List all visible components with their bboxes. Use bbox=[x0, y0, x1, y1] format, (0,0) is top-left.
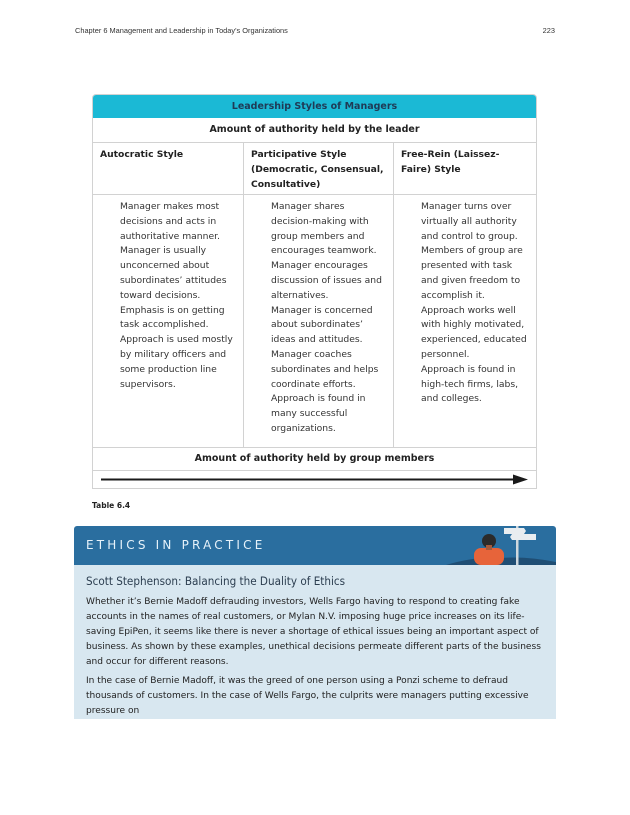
autocratic-column bbox=[93, 142, 243, 447]
participative-column bbox=[243, 142, 393, 447]
leadership-styles-table bbox=[92, 94, 537, 489]
participative-heading: Participative Style (Democratic, Consensual, Consultative) bbox=[244, 142, 393, 195]
list-item: Manager is usually unconcerned about subordinates’ attitudes toward decisions. bbox=[120, 245, 227, 301]
list-item: Manager turns over virtually all authority and control to group. bbox=[421, 201, 518, 242]
free-rein-column bbox=[393, 142, 536, 447]
table-title: Leadership Styles of Managers bbox=[93, 95, 536, 118]
feature-title: Scott Stephenson: Balancing the Duality of Ethics bbox=[86, 574, 346, 588]
list-item: Manager is concerned about subordinates’ ideas and attitudes. bbox=[271, 304, 373, 346]
feature-paragraph-2: In the case of Bernie Madoff, it was the greed of one person using a Ponzi scheme to defraud thousands of customers. In the case of Wells Fargo, the culprits were managers putting excessive pressure on bbox=[86, 676, 529, 716]
list-item: Members of group are presented with task and given freedom to accomplish it. bbox=[421, 245, 523, 301]
running-header bbox=[75, 26, 555, 38]
list-item: Approach works well with highly motivated, experienced, educated personnel. bbox=[421, 304, 527, 360]
leader-authority-row: Amount of authority held by the leader bbox=[93, 118, 536, 143]
list-item: Approach is used mostly by military officers and some production line supervisors. bbox=[120, 334, 233, 390]
chapter-title: Chapter 6 Management and Leadership in Today's Organizations bbox=[75, 26, 288, 35]
table-caption: Table 6.4 bbox=[92, 501, 131, 510]
authority-arrow-icon bbox=[93, 471, 536, 488]
participative-list bbox=[244, 195, 393, 447]
list-item: Manager makes most decisions and acts in authoritative manner. bbox=[120, 201, 220, 242]
free-rein-heading: Free-Rein (Laissez-Faire) Style bbox=[394, 142, 536, 195]
list-item: Emphasis is on getting task accomplished. bbox=[120, 304, 225, 331]
list-item: Manager coaches subordinates and helps coordinate efforts. bbox=[271, 348, 379, 390]
list-item: Manager encourages discussion of issues and alternatives. bbox=[271, 260, 382, 301]
autocratic-list bbox=[93, 195, 243, 447]
list-item: Approach is found in many successful organizations. bbox=[271, 393, 366, 434]
page-number: 223 bbox=[542, 26, 555, 35]
members-authority-row: Amount of authority held by group members bbox=[93, 447, 536, 471]
person-signpost-icon bbox=[446, 526, 556, 565]
ethics-feature-header bbox=[74, 526, 556, 565]
ethics-feature-box bbox=[74, 565, 556, 719]
autocratic-heading: Autocratic Style bbox=[93, 142, 243, 195]
list-item: Approach is found in high-tech firms, labs, and colleges. bbox=[421, 363, 519, 405]
feature-paragraph-1: Whether it’s Bernie Madoff defrauding investors, Wells Fargo having to respond to creating fake accounts in the names of real customers, or Mylan N.V. imposing huge price increases on its life-saving EpiPen, it seems like there is never a shortage of ethical issues being an important aspect of business. As shown by these examples, unethical decisions permeate different parts of the business and occur for different reasons. bbox=[86, 597, 541, 667]
free-rein-list bbox=[394, 195, 536, 447]
feature-label: ETHICS IN PRACTICE bbox=[86, 538, 266, 552]
list-item: Manager shares decision-making with group members and encourages teamwork. bbox=[271, 201, 377, 257]
